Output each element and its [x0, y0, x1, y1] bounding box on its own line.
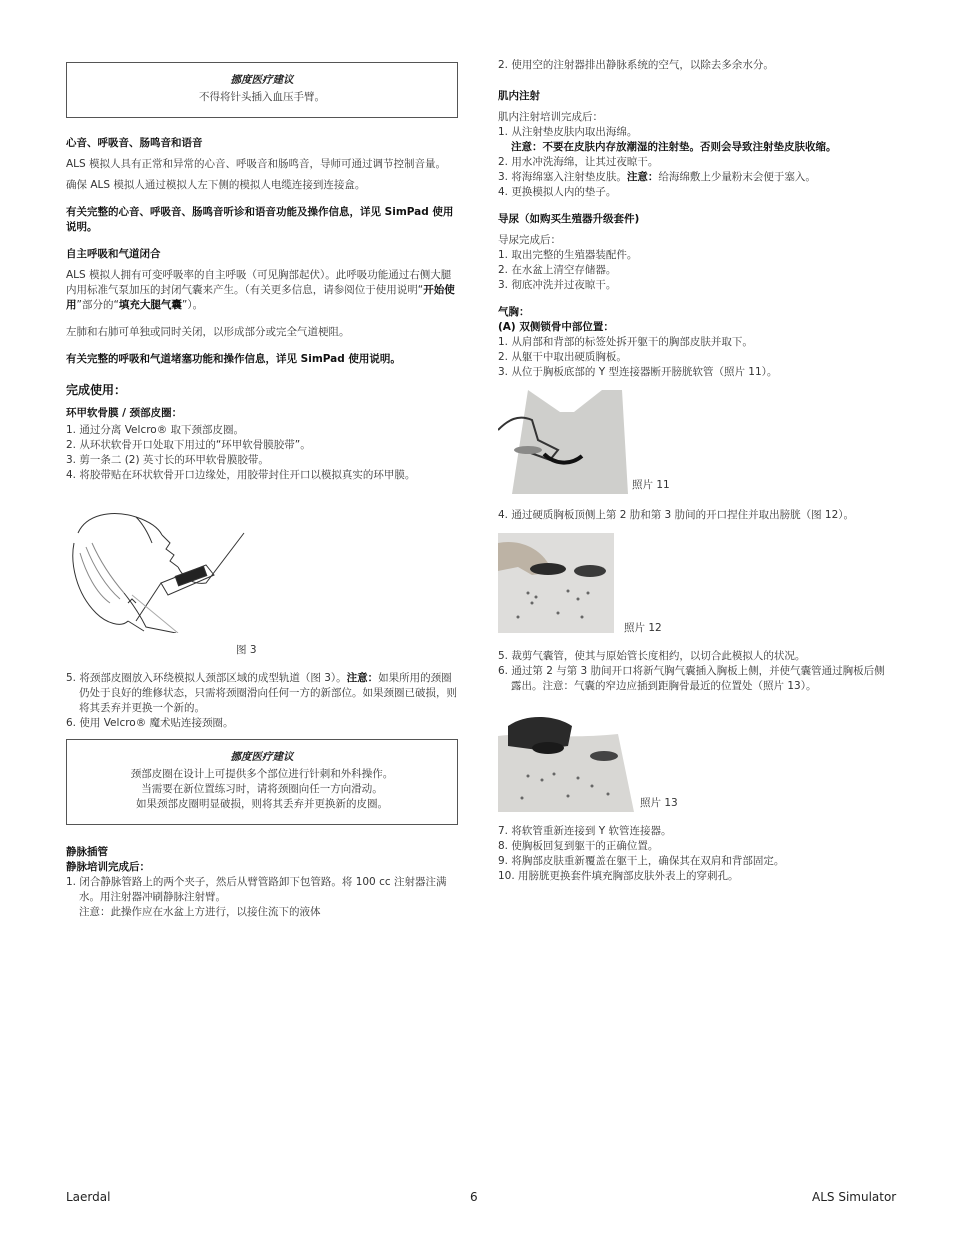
chest-plate-photo-13: [498, 706, 634, 812]
list-item: 1. 从肩部和背部的标签处拆开躯干的胸部皮肤并取下。: [498, 336, 753, 348]
heart-p3: 有关完整的心音、呼吸音、肠鸣音听诊和语音功能及操作信息，详见 SimPad 使用说明。: [66, 206, 454, 233]
complete-sub: 环甲软骨膜 / 颈部皮圈：: [66, 407, 183, 419]
photo-11-caption: 照片 11: [632, 479, 670, 491]
breath-p1-bold1: 开始使用: [66, 284, 455, 311]
photo-12-caption: 照片 12: [624, 622, 662, 634]
figure-3-caption: 图 3: [236, 644, 257, 656]
footer-product: ALS Simulator: [812, 1190, 897, 1204]
heart-heading: 心音、呼吸音、肠鸣音和语音: [66, 137, 203, 149]
complete-heading: 完成使用：: [66, 383, 127, 397]
item5-text: 5. 将颈部皮圈放入环绕模拟人颈部区域的成型轨道（图 3）。: [66, 672, 347, 684]
list-item: 3. 从位于胸板底部的 Y 型连接器断开膀胱软管（照片 11）。: [498, 366, 778, 378]
list-item: 4. 更换模拟人内的垫子。: [498, 186, 617, 198]
im-item3-note: 注意：: [626, 171, 659, 183]
photo-13: [498, 706, 890, 818]
breath-p3: 有关完整的呼吸和气道堵塞功能和操作信息，详见 SimPad 使用说明。: [66, 353, 401, 365]
list-item: 4. 将胶带贴在环状软骨开口边缘处，用胶带封住开口以模拟真实的环甲膜。: [66, 469, 416, 481]
im-note: 注意：不要在皮肤内存放潮湿的注射垫。否则会导致注射垫皮肤收缩。: [511, 141, 837, 153]
footer-brand: Laerdal: [66, 1190, 111, 1204]
complete-list-2: [66, 671, 458, 731]
list-item: 3. 彻底冲洗并过夜晾干。: [498, 279, 617, 291]
list-item: 9. 将胸部皮肤重新覆盖在躯干上，确保其在双肩和背部固定。: [498, 855, 785, 867]
breath-heading: 自主呼吸和气道闭合: [66, 248, 161, 260]
chest-plate-photo-12: [498, 533, 614, 633]
list-item: 6. 通过第 2 与第 3 肋间开口将新气胸气囊插入胸板上侧，并使气囊管通过胸板后侧露出。注意：气囊的窄边应插到距胸骨最近的位置处（照片 13）。: [498, 665, 885, 692]
im-heading: 肌内注射: [498, 90, 540, 102]
pneumo-list: [498, 335, 890, 380]
list-item: [66, 671, 458, 716]
list-item: 1. 通过分离 Velcro® 取下颈部皮圈。: [66, 424, 245, 436]
im-item3-text: 3. 将海绵塞入注射垫皮肤。: [498, 171, 627, 183]
list-item: 8. 使胸板回复到躯干的正确位置。: [498, 840, 659, 852]
list-item: 3. 剪一条二 (2) 英寸长的环甲软骨膜胶带。: [66, 454, 269, 466]
advisory-box-2: [66, 739, 458, 825]
breath-p1-text2: ”部分的“: [76, 299, 119, 311]
list-item: 2. 从环状软骨开口处取下用过的“环甲软骨膜胶带”。: [66, 439, 311, 451]
advisory-text: 不得将针头插入血压手臂。: [199, 91, 325, 103]
chest-plate-image: [498, 706, 634, 812]
list-item: 6. 使用 Velcro® 魔术贴连接颈圈。: [66, 717, 234, 729]
advisory-title: 挪度医疗建议: [230, 751, 294, 763]
breath-p1-text: ALS 模拟人拥有可变呼吸率的自主呼吸（可见胸部起伏）。此呼吸功能通过右侧大腿内用标准气泵加压的封闭气囊来产生。（有关更多信息，请参阅位于使用说明“: [66, 269, 452, 296]
list-item: 10. 用膀胱更换套件填充胸部皮肤外表上的穿刺孔。: [498, 870, 739, 882]
right-column: [498, 58, 890, 884]
breath-p1-text3: ”）。: [181, 299, 204, 311]
neck-illustration: [66, 503, 266, 633]
breath-p1-bold2: 填充大腿气囊: [118, 299, 182, 311]
heart-p1: ALS 模拟人具有正常和异常的心音、呼吸音和肠鸣音，导师可通过调节控制音量。: [66, 158, 447, 170]
pneumo-list-2: [498, 508, 890, 523]
list-item: 1. 闭合静脉管路上的两个夹子，然后从臂管路卸下包管路。将 100 cc 注射器注满水。用注射器冲刷静脉注射臂。: [66, 876, 447, 903]
left-column: [66, 58, 458, 920]
chest-plate-photo-11: [498, 390, 640, 494]
breath-p2: 左肺和右肺可单独或同时关闭，以形成部分或完全气道梗阻。: [66, 326, 350, 338]
list-item: 2. 从躯干中取出硬质胸板。: [498, 351, 627, 363]
iv-item-2: 2. 使用空的注射器排出静脉系统的空气，以除去多余水分。: [498, 59, 774, 71]
chest-plate-image: [498, 533, 614, 633]
advisory-text: 当需要在新位置练习时，请将颈圈向任一方向滑动。: [141, 783, 383, 795]
im-intro: 肌内注射培训完成后：: [498, 111, 603, 123]
list-item: 5. 裁剪气囊管，使其与原始管长度相约，以切合此模拟人的状况。: [498, 650, 806, 662]
list-item: 4. 通过硬质胸板顶侧上第 2 肋和第 3 肋间的开口捏住并取出膀胱（图 12）。: [498, 509, 855, 521]
list-item: 2. 用水冲洗海绵，让其过夜晾干。: [498, 156, 659, 168]
advisory-text: 如果颈部皮圈明显破损，则将其丢弃并更换新的皮圈。: [136, 798, 388, 810]
uri-heading: 导尿（如购买生殖器升级套件): [498, 213, 640, 225]
iv-heading: 静脉插管: [66, 846, 108, 858]
photo-11: [498, 390, 890, 502]
advisory-title: 挪度医疗建议: [230, 74, 294, 86]
pneumo-list-3: [498, 649, 890, 694]
im-list: [498, 125, 890, 200]
pneumo-sub: (A) 双侧锁骨中部位置：: [498, 321, 614, 333]
list-item: 7. 将软管重新连接到 Y 软管连接器。: [498, 825, 672, 837]
pneumo-list-4: [498, 824, 890, 884]
figure-3: [66, 503, 458, 663]
heart-p2: 确保 ALS 模拟人通过模拟人左下侧的模拟人电缆连接到连接盒。: [66, 179, 366, 191]
list-item: 注意：此操作应在水盆上方进行，以接住流下的液体: [79, 906, 321, 918]
list-item: 1. 取出完整的生殖器装配件。: [498, 249, 638, 261]
list-item: 2. 在水盆上清空存储器。: [498, 264, 617, 276]
advisory-text: 颈部皮圈在设计上可提供多个部位进行针刺和外科操作。: [130, 768, 394, 780]
photo-12: [498, 533, 890, 641]
uri-list: [498, 248, 890, 293]
im-item3-text2: 给海绵敷上少量粉末会便于塞入。: [658, 171, 816, 183]
iv-sub: 静脉培训完成后：: [66, 861, 150, 873]
item5-note: 注意：: [346, 672, 379, 684]
photo-13-caption: 照片 13: [640, 797, 678, 809]
page-number: 6: [470, 1190, 478, 1204]
iv-list: [66, 875, 458, 920]
advisory-box-1: [66, 62, 458, 118]
uri-intro: 导尿完成后：: [498, 234, 561, 246]
complete-list: [66, 423, 458, 483]
breath-p1: [66, 268, 458, 313]
list-item: 1. 从注射垫皮肤内取出海绵。: [498, 126, 638, 138]
chest-plate-image: [498, 390, 640, 494]
item5-text2: 如果所用的颈圈仍处于良好的维修状态，只需将颈圈滑向任何一方的新部位。如果颈圈已破损，则将其丢弃并更换一个新的。: [79, 672, 457, 714]
list-item: [498, 170, 890, 185]
pneumo-heading: 气胸：: [498, 306, 530, 318]
